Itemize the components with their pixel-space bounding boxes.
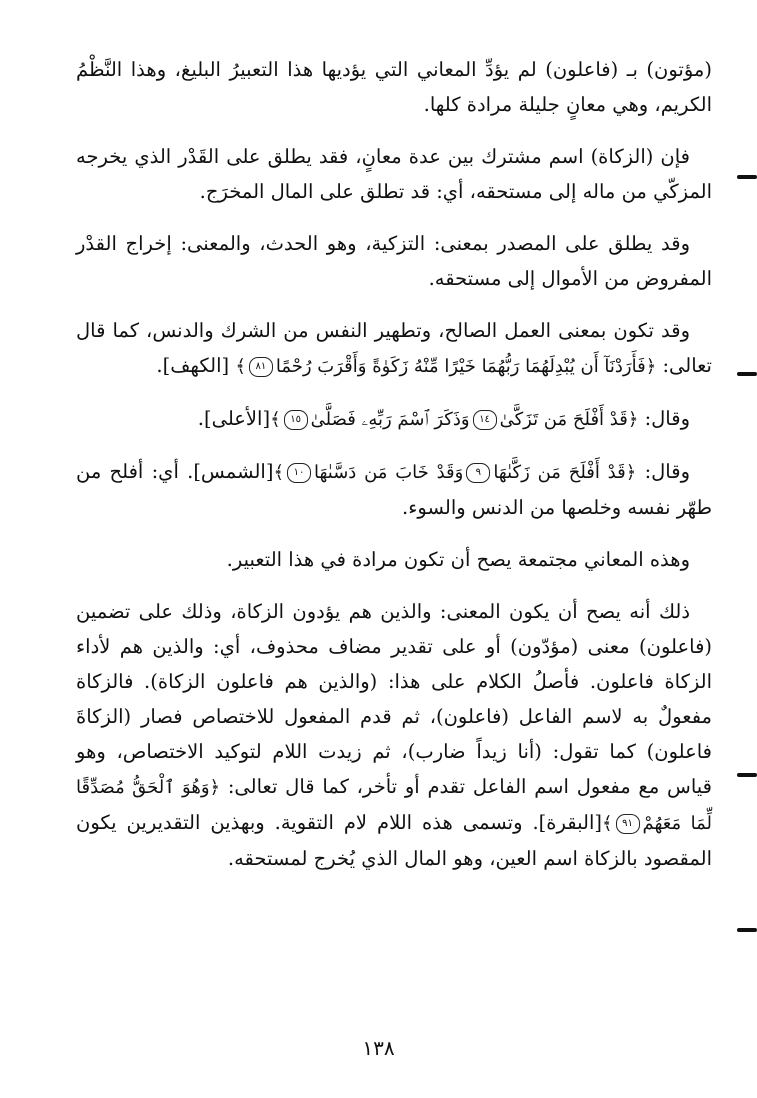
- quran-bracket: ﴾: [235, 356, 246, 377]
- paragraph-1: (مؤتون) بـ (فاعلون) لم يؤدِّ المعاني التي يؤديها هذا التعبيرُ البليغ، وهذا النَّظْمُ الكريم، وهي معانٍ جليلة مرادة كلها.: [76, 58, 712, 116]
- page-number: ١٣٨: [362, 1036, 395, 1060]
- margin-mark: [737, 928, 757, 932]
- quran-verse: ﴿قَدْ أَفْلَحَ مَن تَزَكَّىٰ: [499, 409, 639, 430]
- verse-number-badge: ١٤: [473, 410, 497, 430]
- margin-mark: [737, 175, 757, 179]
- verse-number-badge: ١٠: [287, 463, 311, 483]
- verse-number-badge: ١٥: [284, 410, 308, 430]
- page-body: [76, 52, 712, 893]
- quran-verse: وَذَكَرَ ٱسْمَ رَبِّهِۦ فَصَلَّىٰ: [310, 409, 470, 430]
- quran-verse: ﴿فَأَرَدْنَآ أَن يُبْدِلَهُمَا رَبُّهُمَا خَيْرًا مِّنْهُ زَكَوٰةً وَأَقْرَبَ رُحْمًا: [275, 356, 657, 377]
- paragraph-8: ذلك أنه يصح أن يكون المعنى: والذين هم يؤدون الزكاة، وذلك على تضمين (فاعلون) معنى (مؤدّون) أو على تقدير مضاف محذوف، أي: والذين هم لأداء الزكاة فاعلون. فأصلُ الكلام على هذا: (والذين هم فاعلون الزكاة). فالزكاة مفعولٌ به لاسم الفاعل (فاعلون)، ثم قدم المفعول للاختصاص فصار (الزكاةَ فاعلون) كما تقول: (أنا زيداً ضارب)، ثم زيدت اللام لتوكيد الاختصاص، وهو قياس مع مفعول اسم الفاعل تقدم أو تأخر، كما قال تعالى: ﴿وَهُوَ ٱلْحَقُّ مُصَدِّقًا لِّمَا مَعَهُمْ٩١﴾[البقرة]. وتسمى هذه اللام لام التقوية. وبهذين التقديرين يكون المقصود بالزكاة اسم العين، وهو المال الذي يُخرج لمستحقه.: [76, 600, 712, 870]
- verse-number-badge: ٨١: [249, 357, 273, 377]
- paragraph-6: وقال: ﴿قَدْ أَفْلَحَ مَن زَكَّىٰهَا٩وَقَدْ خَابَ مَن دَسَّىٰهَا١٠﴾[الشمس]. أي: أفلح من طهّر نفسه وخلصها من الدنس والسوء.: [76, 460, 712, 519]
- paragraph-3: وقد يطلق على المصدر بمعنى: التزكية، وهو الحدث، والمعنى: إخراج القدْر المفروض من الأموال إلى مستحقه.: [76, 232, 712, 290]
- verse-number-badge: ٩١: [616, 814, 640, 834]
- quran-verse: وَقَدْ خَابَ مَن دَسَّىٰهَا: [313, 462, 464, 483]
- paragraph-4: وقد تكون بمعنى العمل الصالح، وتطهير النفس من الشرك والدنس، كما قال تعالى: ﴿فَأَرَدْنَآ أَن يُبْدِلَهُمَا رَبُّهُمَا خَيْرًا مِّنْهُ زَكَوٰةً وَأَقْرَبَ رُحْمًا٨١﴾ [الكهف].: [76, 319, 712, 377]
- quran-verse: ﴿وَهُوَ ٱلْحَقُّ مُصَدِّقًا لِّمَا مَعَهُمْ: [76, 777, 712, 834]
- paragraph-5: وقال: ﴿قَدْ أَفْلَحَ مَن تَزَكَّىٰ١٤وَذَكَرَ ٱسْمَ رَبِّهِۦ فَصَلَّىٰ١٥﴾[الأعلى].: [197, 407, 690, 430]
- quran-bracket: ﴾: [270, 409, 281, 430]
- quran-bracket: ﴾: [273, 462, 284, 483]
- verse-number-badge: ٩: [466, 463, 490, 483]
- quran-bracket: ﴾: [601, 813, 613, 834]
- paragraph-7: وهذه المعاني مجتمعة يصح أن تكون مرادة في هذا التعبير.: [226, 548, 690, 571]
- margin-mark: [737, 773, 757, 777]
- margin-mark: [737, 372, 757, 376]
- quran-verse: ﴿قَدْ أَفْلَحَ مَن زَكَّىٰهَا: [493, 462, 637, 483]
- paragraph-2: فإن (الزكاة) اسم مشترك بين عدة معانٍ، فقد يطلق على القَدْر الذي يخرجه المزكّي من ماله إلى مستحقه، أي: قد تطلق على المال المخرَج.: [76, 145, 712, 203]
